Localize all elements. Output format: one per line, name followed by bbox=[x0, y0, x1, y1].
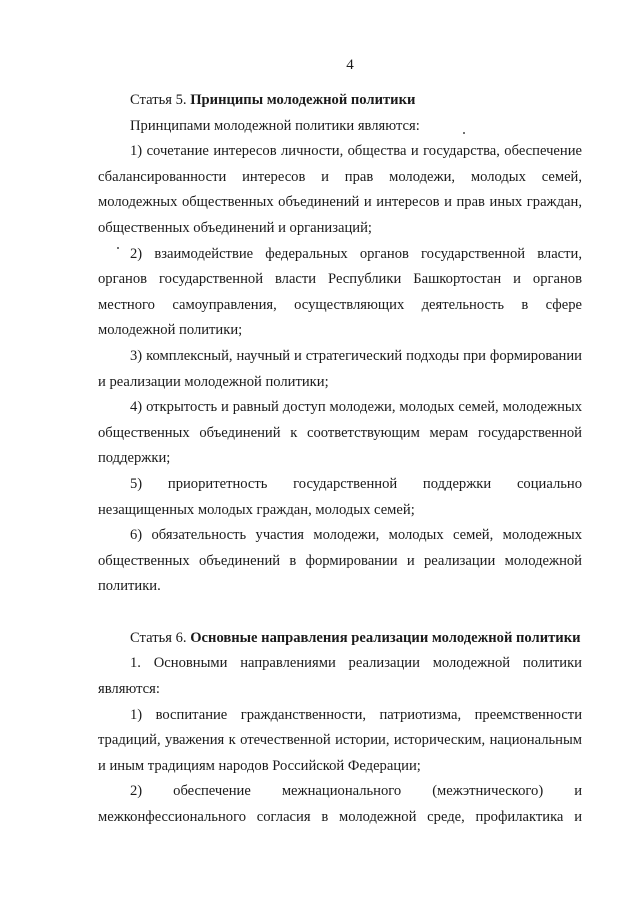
text-line: 1. Основными направлениями реализации молодежной политики bbox=[130, 655, 582, 672]
text-line: межконфессионального согласия в молодежной среде, профилактика и bbox=[98, 809, 582, 826]
article-5-heading bbox=[98, 88, 582, 114]
page-number: 4 bbox=[346, 57, 354, 73]
text-line: 5) приоритетность государственной поддержки социально bbox=[130, 475, 582, 492]
spacer bbox=[98, 600, 582, 626]
document-body bbox=[98, 88, 582, 831]
list-item bbox=[98, 139, 582, 241]
text-line: незащищенных молодых граждан, молодых семей; bbox=[98, 501, 415, 518]
article-6 bbox=[98, 626, 582, 831]
text-line: сбалансированности интересов и прав молодежи, молодых семей, bbox=[98, 168, 582, 185]
paragraph bbox=[98, 651, 582, 702]
text-line: общественных объединений и организаций; bbox=[98, 219, 372, 236]
list-item bbox=[98, 779, 582, 830]
list-item bbox=[98, 523, 582, 600]
list-item bbox=[98, 242, 582, 344]
text-line: молодежных общественных объединений и интересов и прав иных граждан, bbox=[98, 194, 582, 211]
text-line: органов государственной власти Республики Башкортостан и органов bbox=[98, 271, 582, 288]
text-line: 6) обязательность участия молодежи, молодых семей, молодежных bbox=[130, 527, 582, 544]
text-line: местного самоуправления, осуществляющих деятельность в сфере bbox=[98, 296, 582, 313]
text-line: и реализации молодежной политики; bbox=[98, 373, 329, 390]
article-6-heading-title: Основные направления реализации молодежной политики bbox=[190, 629, 581, 646]
article-5-intro: Принципами молодежной политики являются: bbox=[130, 117, 420, 134]
text-line: поддержки; bbox=[98, 450, 171, 467]
article-5-heading-prefix: Статья 5. bbox=[130, 92, 187, 108]
scan-speck bbox=[117, 247, 119, 249]
scan-speck bbox=[463, 132, 465, 134]
article-6-heading-prefix: Статья 6. bbox=[130, 629, 187, 646]
text-line: общественных объединений к соответствующим мерам государственной bbox=[98, 424, 582, 441]
text-line: общественных объединений в формировании и реализации молодежной bbox=[98, 552, 582, 569]
article-6-heading bbox=[98, 626, 582, 652]
text-line: 2) взаимодействие федеральных органов государственной власти, bbox=[130, 245, 582, 262]
text-line: 1) сочетание интересов личности, общества и государства, обеспечение bbox=[130, 143, 582, 160]
list-item bbox=[98, 395, 582, 472]
list-item bbox=[98, 472, 582, 523]
text-line: 3) комплексный, научный и стратегический подходы при формировании bbox=[130, 347, 582, 364]
text-line: 1) воспитание гражданственности, патриотизма, преемственности bbox=[130, 706, 582, 723]
article-5 bbox=[98, 88, 582, 600]
text-line: и иным традициям народов Российской Федерации; bbox=[98, 757, 421, 774]
list-item bbox=[98, 703, 582, 780]
list-item bbox=[98, 344, 582, 395]
article-5-heading-title: Принципы молодежной политики bbox=[190, 92, 416, 108]
text-line: политики. bbox=[98, 578, 161, 595]
text-line: 4) открытость и равный доступ молодежи, молодых семей, молодежных bbox=[130, 399, 582, 416]
text-line: 2) обеспечение межнационального (межэтнического) и bbox=[130, 783, 582, 800]
text-line: молодежной политики; bbox=[98, 322, 243, 339]
text-line: являются: bbox=[98, 681, 160, 698]
text-line: традиций, уважения к отечественной истории, историческим, национальным bbox=[98, 732, 582, 749]
